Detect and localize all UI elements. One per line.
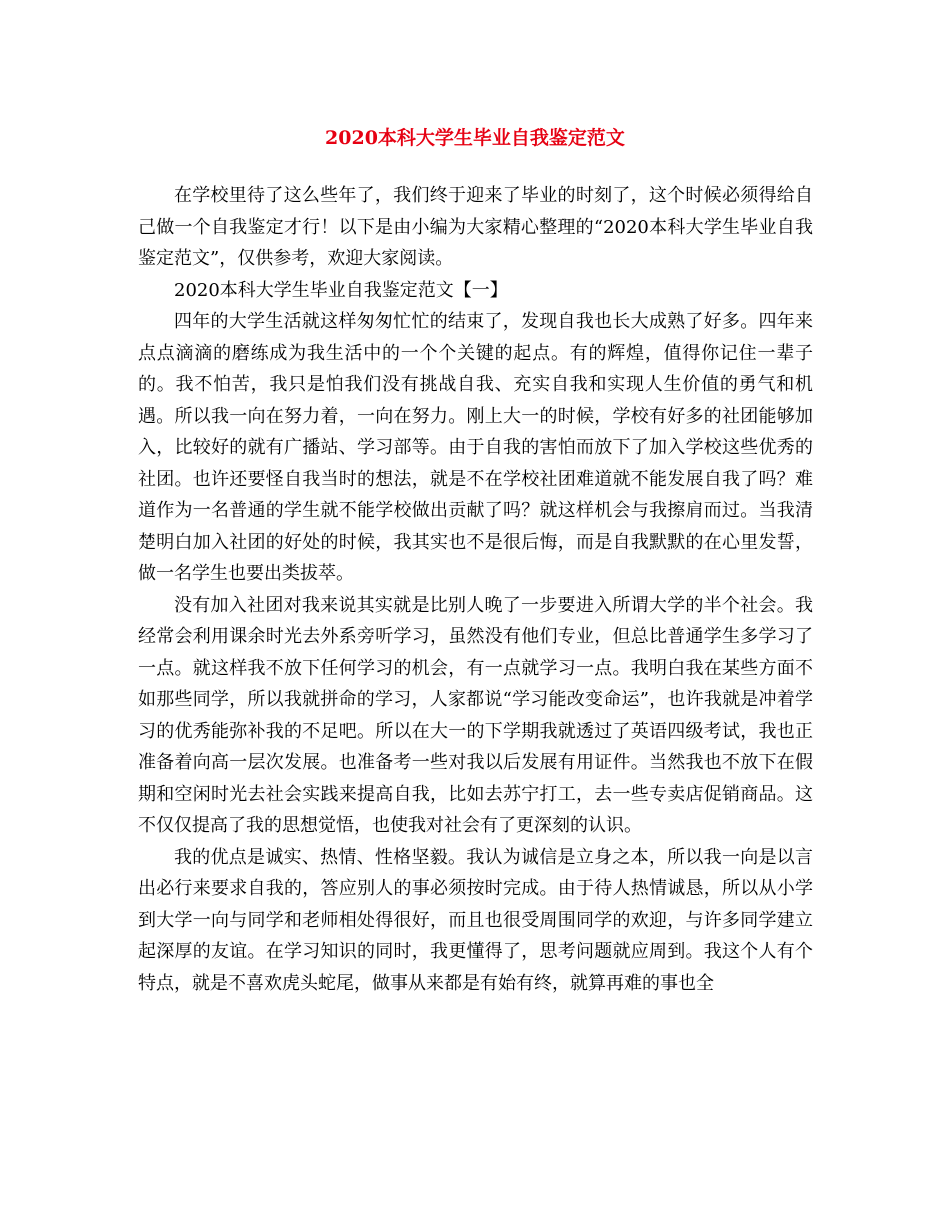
document-body [138, 180, 813, 999]
body-paragraph: 没有加入社团对我来说其实就是比别人晚了一步要进入所谓大学的半个社会。我经常会利用课余时光去外系旁听学习，虽然没有他们专业，但总比普通学生多学习了一点。就这样我不放下任何学习的机会，有一点就学习一点。我明白我在某些方面不如那些同学，所以我就拼命的学习，人家都说“学习能改变命运”，也许我就是冲着学习的优秀能弥补我的不足吧。所以在大一的下学期我就透过了英语四级考试，我也正准备着向高一层次发展。也准备考一些对我以后发展有用证件。当然我也不放下在假期和空闲时光去社会实践来提高自我，比如去苏宁打工，去一些专卖店促销商品。这不仅仅提高了我的思想觉悟，也使我对社会有了更深刻的认识。 [138, 594, 813, 836]
body-paragraph: 四年的大学生活就这样匆匆忙忙的结束了，发现自我也长大成熟了好多。四年来点点滴滴的磨练成为我生活中的一个个关键的起点。有的辉煌，值得你记住一辈子的。我不怕苦，我只是怕我们没有挑战自我、充实自我和实现人生价值的勇气和机遇。所以我一向在努力着，一向在努力。刚上大一的时候，学校有好多的社团能够加入，比较好的就有广播站、学习部等。由于自我的害怕而放下了加入学校这些优秀的社团。也许还要怪自我当时的想法，就是不在学校社团难道就不能发展自我了吗？难道作为一名普通的学生就不能学校做出贡献了吗？就这样机会与我擦肩而过。当我清楚明白加入社团的好处的时候，我其实也不是很后悔，而是自我默默的在心里发誓，做一名学生也要出类拔萃。 [138, 311, 813, 584]
body-paragraph: 我的优点是诚实、热情、性格坚毅。我认为诚信是立身之本，所以我一向是以言出必行来要求自我的，答应别人的事必须按时完成。由于待人热情诚恳，所以从小学到大学一向与同学和老师相处得很好，而且也很受周围同学的欢迎，与许多同学建立起深厚的友谊。在学习知识的同时，我更懂得了，思考问题就应周到。我这个人有个特点，就是不喜欢虎头蛇尾，做事从来都是有始有终，就算再难的事也全 [138, 846, 813, 994]
section-heading: 2020本科大学生毕业自我鉴定范文【一】 [174, 279, 508, 301]
body-paragraph: 在学校里待了这么些年了，我们终于迎来了毕业的时刻了，这个时候必须得给自己做一个自我鉴定才行！以下是由小编为大家精心整理的“2020本科大学生毕业自我鉴定范文”，仅供参考，欢迎大家阅读。 [138, 185, 813, 269]
document-title: 2020本科大学生毕业自我鉴定范文 [325, 127, 625, 149]
